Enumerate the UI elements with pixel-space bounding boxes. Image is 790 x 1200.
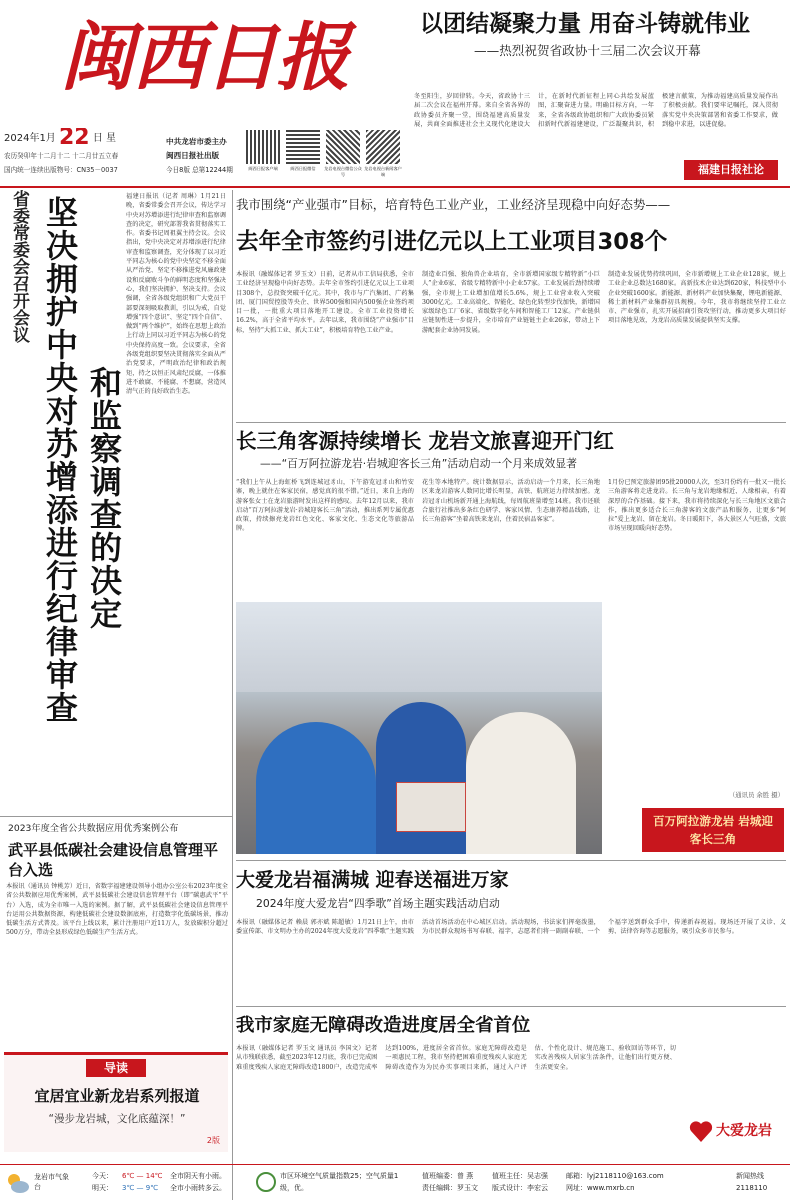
brief-body: 本报讯（通讯员 钟桃芳）近日，省数字福建建设领导小组办公室公布2023年度全省公共数据应用优秀案例，武平县低碳社会建设信息管理平台（即“碳惠武平”平台）入选，成为全市唯一入选的案例。据了解，武平县低碳社会建设信息管理平台运用公共数据资源，构建低碳社会建设数据底座，打造数字化低碳场景，推动低碳生活方式普及。该平台上线以来，累计注册用户近11万人，发放碳积分超过500万分，带动全县形成绿色低碳生产生活方式。 — [6, 883, 228, 937]
tourism-col-1: “我们上午从上海虹桥飞到连城冠豸山，下午游览冠豸山和竹安寨，晚上就住在客家民宿，感觉真的很不错。”近日，来自上海的游客张女士在龙岩旅游时发出这样的感叹。去年12月以来，我市启动“百万阿拉游龙岩·岩城迎客长三角”活动，推出系列专属优惠政策，持续擦亮龙岩红色文化、客家文化、生态文化等旅游品牌。 — [236, 479, 414, 533]
investment-col-3: 制造业发展优势持续巩固，全市新增规上工业企业128家，规上工业企业总数达1680家。高新技术企业达到620家，科技型中小企业突破1600家。新能源、新材料产业加快集聚，锂电新能源、稀土新材料产业集群初具规模。今年，我市将继续坚持工业立市、产业强市，扎实开展招商引资攻坚行动，推动更多大项目好项目落地见效，为龙岩高质量发展提供坚实支撑。 — [608, 271, 786, 325]
accessibility-body: 本报讯（融媒体记者 罗玉文 通讯员 李国文）记者从市残联获悉，截至2023年12月底，我市已完成困难重度残疾人家庭无障碍改造1800户，改造完成率达到100%，进度居全省首位。家庭无障碍改造是一项惠民工程，我市坚持把困难重度残疾人家庭无障碍改造作为为民办实事项目来抓，通过入户评估、个性化设计、规范施工、验收回访等环节，切实改善残疾人居家生活条件，让他们出行更方便、生活更安全。 — [236, 1045, 676, 1071]
brief-headline[interactable]: 武平县低碳社会建设信息管理平台入选 — [8, 841, 219, 879]
guide-page-ref: 2版 — [206, 1136, 220, 1145]
photo-caption-box: 百万阿拉游龙岩 岩城迎客长三角 — [642, 808, 784, 852]
footer-rule — [0, 1164, 790, 1165]
issue-date — [4, 128, 124, 148]
page-count: 今日8版 总第12244期 — [166, 166, 233, 174]
guide-label: 导读 — [86, 1059, 146, 1077]
investment-headline[interactable]: 去年全市签约引进亿元以上工业项目308个 — [236, 229, 668, 255]
guide-subtitle: “漫步龙岩城，文化底蕴深！” — [48, 1113, 186, 1125]
publisher: 闽西日报社出版 — [166, 151, 220, 160]
qr-code-wechat[interactable] — [286, 130, 320, 164]
editor-4: 版式设计：李宏云 — [492, 1184, 548, 1192]
investment-kicker: 我市围绕“产业强市”目标，培育特色工业产业，工业经济呈现稳中向好态势—— — [236, 197, 671, 212]
today-label: 今天： — [92, 1172, 113, 1180]
section-rule — [236, 860, 786, 861]
tourism-subhead: ——“百万阿拉游龙岩·岩城迎客长三角”活动启动一个月来成效显著 — [260, 457, 577, 470]
brand-logo[interactable] — [684, 1102, 784, 1158]
feature-subhead: ——热烈祝贺省政协十三届二次会议开幕 — [474, 43, 701, 58]
hotline-label: 新闻热线 — [736, 1172, 764, 1180]
qr-label: 闽西日报客户端 — [248, 166, 278, 171]
guide-title: 宜居宜业新龙岩系列报道 — [34, 1087, 200, 1105]
investment-story — [236, 192, 786, 422]
brief-kicker: 2023年度全省公共数据应用优秀案例公布 — [8, 823, 179, 834]
warmth-body: 本报讯（融媒体记者 赖晨 郭亦斌 陈超敏）1月21日上午，由市委宣传部、市文明办主办的2024年度大爱龙岩“四季歌”主题实践活动首场活动在中心城区启动。活动现场，书法家们挥毫泼墨，为市民群众现场书写春联、福字，志愿者们将一副副春联、一个个福字送到群众手中，传递新春祝福。现场还开展了义诊、义剪、法律咨询等志愿服务，吸引众多市民参与。 — [236, 919, 786, 936]
editor-2: 值班主任：吴志强 — [492, 1172, 548, 1180]
photo-building — [236, 602, 602, 692]
air-quality: 市区环境空气质量指数25；空气质量1级，优。 — [280, 1172, 399, 1192]
tomorrow-temp: 3℃ — 9℃ — [122, 1184, 159, 1192]
brand-logo-text: 大爱龙岩 — [716, 1123, 772, 1139]
air-quality-icon — [256, 1172, 276, 1192]
photo-bag — [396, 782, 466, 832]
qr-code-tv-app[interactable] — [366, 130, 400, 164]
left-body: 福建日报讯（记者 周琳）1月21日晚，省委常委会召开会议，传达学习中央对苏增添进行纪律审查和监察调查的决定，研究部署我省贯彻落实工作。省委书记周祖翼主持会议。会议指出，党中央决定对苏增添进行纪律审查和监察调查，充分体现了以习近平同志为核心的党中央坚定不移全面从严治党、坚定不移推进党风廉政建设和反腐败斗争的鲜明态度和坚强决心，我们坚决拥护、坚决支持。会议强调，全省各级党组织和广大党员干部要深刻吸取教训，引以为戒，自觉增强“四个意识”、坚定“四个自信”、做到“两个维护”，始终在思想上政治上行动上同以习近平同志为核心的党中央保持高度一致。会议要求，全省各级党组织要坚决贯彻落实全面从严治党要求，严明政治纪律和政治规矩，持之以恒正风肃纪反腐，一体推进不敢腐、不能腐、不想腐，营造风清气正的良好政治生态。 — [126, 193, 226, 396]
heart-icon — [688, 1118, 714, 1144]
left-kicker: 省委常委会召开会议 — [9, 190, 29, 343]
masthead-rule — [0, 186, 790, 188]
left-headline-a[interactable]: 坚决拥护中央对苏增添进行纪律审查 — [41, 196, 79, 724]
qr-group — [246, 130, 406, 180]
cn-number: 国内统一连续出版物号：CN35－0037 — [4, 166, 118, 174]
investment-col-2: 制造业百强、独角兽企业培育，全市新增国家级专精特新“小巨人”企业6家、省级专精特新中小企业57家。工业发展后劲持续增强，全市规上工业增加值增长5.6%，规上工业营业收入突破3000亿元。工业高端化、智能化、绿色化转型步伐加快，新增国家级绿色工厂6家、省级数字化车间和智能工厂12家。产业链供应链韧性进一步提升，全市培育产业链链主企业26家，带动上下游配套企业协同发展。 — [422, 271, 600, 334]
accessibility-story — [236, 1008, 786, 1164]
qr-code-tv[interactable] — [326, 130, 360, 164]
warmth-story — [236, 862, 786, 1004]
hotline-number[interactable]: 2118110 — [736, 1184, 768, 1192]
photo-person-right — [466, 712, 576, 854]
feature-headline[interactable]: 以团结凝聚力量 用奋斗铸就伟业 — [420, 11, 751, 37]
weather-source: 龙岩市气象台 — [34, 1173, 69, 1191]
qr-label: 龙岩电视台微信公众号 — [324, 166, 362, 177]
section-rule — [236, 1006, 786, 1007]
tomorrow-label: 明天： — [92, 1184, 113, 1192]
today-weather: 全市阴天有小雨。 — [170, 1172, 226, 1180]
masthead — [0, 0, 410, 185]
contact-email[interactable]: 邮箱：lyj2118110@163.com — [566, 1172, 664, 1180]
qr-label: 龙岩电视台新闻客户端 — [364, 166, 402, 177]
left-divider — [232, 190, 233, 1200]
today-temp: 6℃ — 14℃ — [122, 1172, 163, 1180]
lunar-date: 农历癸卯年十二月十二 十二月廿五立春 — [4, 152, 119, 160]
tourism-headline[interactable]: 长三角客源持续增长 龙岩文旅喜迎开门红 — [236, 429, 614, 453]
weather-icon — [4, 1170, 30, 1196]
editor-3: 责任编辑：罗玉文 — [422, 1184, 478, 1192]
accessibility-headline[interactable]: 我市家庭无障碍改造进度居全省首位 — [236, 1015, 531, 1036]
warmth-subhead: 2024年度大爱龙岩“四季歌”首场主题实践活动启动 — [256, 897, 500, 910]
editor-1: 值班编委：曾 燕 — [422, 1172, 474, 1180]
top-feature — [414, 6, 784, 184]
tomorrow-weather: 全市小雨转多云。 — [170, 1184, 226, 1192]
guide-box[interactable] — [4, 1052, 228, 1152]
photo-person-left — [256, 722, 376, 854]
section-rule — [236, 422, 786, 423]
editorial-tag[interactable]: 福建日报社论 — [684, 160, 778, 180]
date-weekday: 日 星 — [92, 133, 116, 144]
tourism-col-3: 1月份已预定旅游团95批20000人次，至3月份约有一批又一批长三角游客将走进龙岩。长三角与龙岩地缘相近、人缘相亲，有着深厚的合作基础。接下来，我市将持续深化与长三角地区文旅合作，推出更多适合长三角游客的文旅产品和服务，让更多“阿拉”爱上龙岩、留在龙岩。冬日暖阳下，各大景区人气旺盛，文旅市场呈现回暖向好态势。 — [608, 479, 786, 533]
tourism-story — [236, 424, 786, 856]
qr-code-app[interactable] — [246, 130, 280, 164]
contact-web[interactable]: 网址：www.mxrb.cn — [566, 1184, 635, 1192]
warmth-headline[interactable]: 大爱龙岩福满城 迎春送福进万家 — [236, 869, 509, 891]
tourism-photo[interactable] — [236, 602, 602, 854]
feature-body: 冬至阳生，岁回律转。今天，省政协十三届二次会议在福州开幕。来自全省各界的政协委员齐聚一堂，围绕福建高质量发展，共商全面推进社会主义现代化建设大计，在新时代新征程上同心共绘发展蓝图，汇聚奋进力量。明确目标方向，一年来，全省各级政协组织和广大政协委员紧扣新时代新福建建设，广泛凝聚共识，积极建言献策，为推动福建高质量发展作出了积极贡献。我们要牢记嘱托，深入贯彻落实党中央决策部署和省委工作要求，做到稳中求进，以进促稳。 — [414, 93, 778, 128]
left-lead-story — [0, 190, 232, 810]
date-month: 2024年1月 — [4, 133, 56, 144]
sponsor: 中共龙岩市委主办 — [166, 137, 227, 146]
left-headline-b[interactable]: 和监察调查的决定 — [85, 366, 123, 630]
photo-credit: （通讯员 余胜 摄） — [728, 791, 784, 799]
investment-col-1: 本报讯（融媒体记者 罗玉文）日前，记者从市工信局获悉，全市工业经济呈现稳中向好态势。去年全市签约引进亿元以上工业项目308个，总投资突破千亿元。其中，我市与广汽集团、广药集团、厦门国贸控股等央企、世界500强和国内500强企业签约项目一批，一批重大项目落地开工建设。全市工业投资增长16.2%，高于全省平均水平。去年以来，我市围绕“产业强市”目标，坚持“大抓工业、抓大工业”，积极培育特色工业产业。 — [236, 271, 414, 334]
date-day: 22 — [59, 128, 90, 148]
qr-label: 闽西日报微信 — [290, 166, 316, 171]
tourism-col-2: 花生等本地特产。统计数据显示，活动启动一个月来，长三角地区来龙岩游客人数同比增长明显，高铁、航班运力持续加密。龙岩冠豸山机场新开通上海航线，每周航班量增至14班。我市还联合旅行社推出多条红色研学、客家风情、生态康养精品线路，让长三角游客“坐着高铁来龙岩，住着民宿品客家”。 — [422, 479, 600, 524]
footer-bar — [0, 1166, 790, 1200]
left-brief — [0, 816, 232, 1044]
photo-side-caption — [606, 602, 612, 603]
newspaper-logo: 闽西日报 — [60, 15, 348, 101]
